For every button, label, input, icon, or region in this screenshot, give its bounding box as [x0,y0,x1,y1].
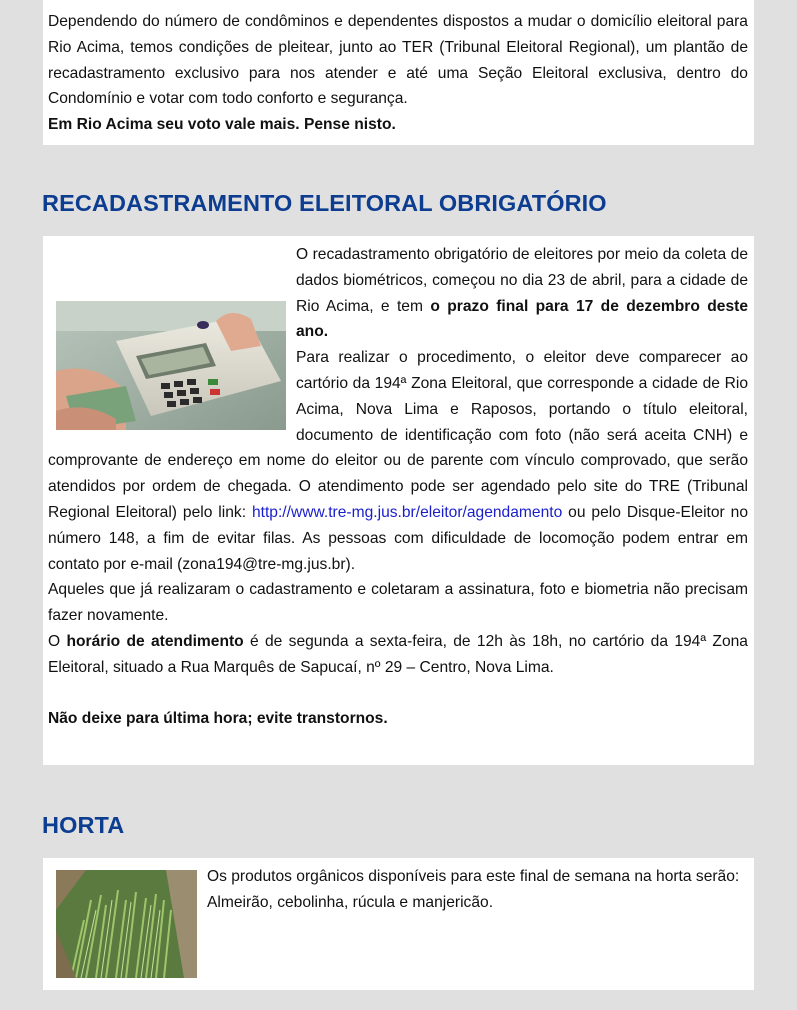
p4-start: O [48,632,67,650]
p3: Aqueles que já realizaram o cadastramento e coletaram a assinatura, foto e biometria não precisam fazer novamente. [48,581,748,625]
p2-start: Para realizar o procedimento, o eleitor deve comparecer ao cartório da 194ª Zona Eleitoral, que corresponde a cidade de Rio Acima, Nova Lima e Raposos, portando o título eleitoral, documento de identificação com foto (não será aceita CNH) e comprovante de endereço em nome do eleitor ou de parente com vínculo comprovado, que serão atendidos por ordem de chegada. O atendimento pode ser agendado pelo site do TRE (Tribunal Regional Eleitoral) pelo link: [48,349,748,521]
horta-text [48,864,748,916]
horta-p2: Almeirão, cebolinha, rúcula e manjericão. [207,893,494,911]
p1-bold: o prazo final para 17 de dezembro deste ano. [296,297,748,341]
closing-bold: Não deixe para última hora; evite transtornos. [48,710,388,728]
p4-end: é de segunda a sexta-feira, de 12h às 18h, no cartório da 194ª Zona Eleitoral, situado a Rua Marquês de Sapucaí, nº 29 – Centro, Nova Lima. [48,632,748,676]
recadastramento-text [48,242,748,732]
p1-start: O recadastramento obrigatório de eleitores por meio da coleta de dados biométricos, começou no dia 23 de abril, para a cidade de Rio Acima, e tem [296,246,748,315]
garden-photo [56,870,197,978]
intro-paragraph: Dependendo do número de condôminos e dependentes dispostos a mudar o domicílio eleitoral para Rio Acima, temos condições de pleitear, junto ao TER (Tribunal Eleitoral Regional), um plantão de recadastramento exclusivo para nos atender e até uma Seção Eleitoral exclusiva, dentro do Condomínio e votar com todo conforto e segurança. [48,13,748,108]
intro-card [43,0,754,145]
horta-heading: HORTA [42,812,125,838]
horta-card [43,858,754,990]
intro-text [48,9,748,138]
recadastramento-heading: RECADASTRAMENTO ELEITORAL OBRIGATÓRIO [42,190,607,216]
intro-bold-line: Em Rio Acima seu voto vale mais. Pense nisto. [48,116,396,134]
horta-p1: Os produtos orgânicos disponíveis para este final de semana na horta serão: [207,868,740,885]
p4-bold: horário de atendimento [66,632,244,650]
p2-end: ou pelo Disque-Eleitor no número 148, a fim de evitar filas. As pessoas com dificuldade de locomoção podem entrar em contato por e-mail (zona194@tre-mg.jus.br). [48,503,749,573]
agendamento-link[interactable]: http://www.tre-mg.jus.br/eleitor/agendamento [251,503,563,521]
recadastramento-card [43,236,754,765]
biometric-reader-photo [56,301,286,430]
